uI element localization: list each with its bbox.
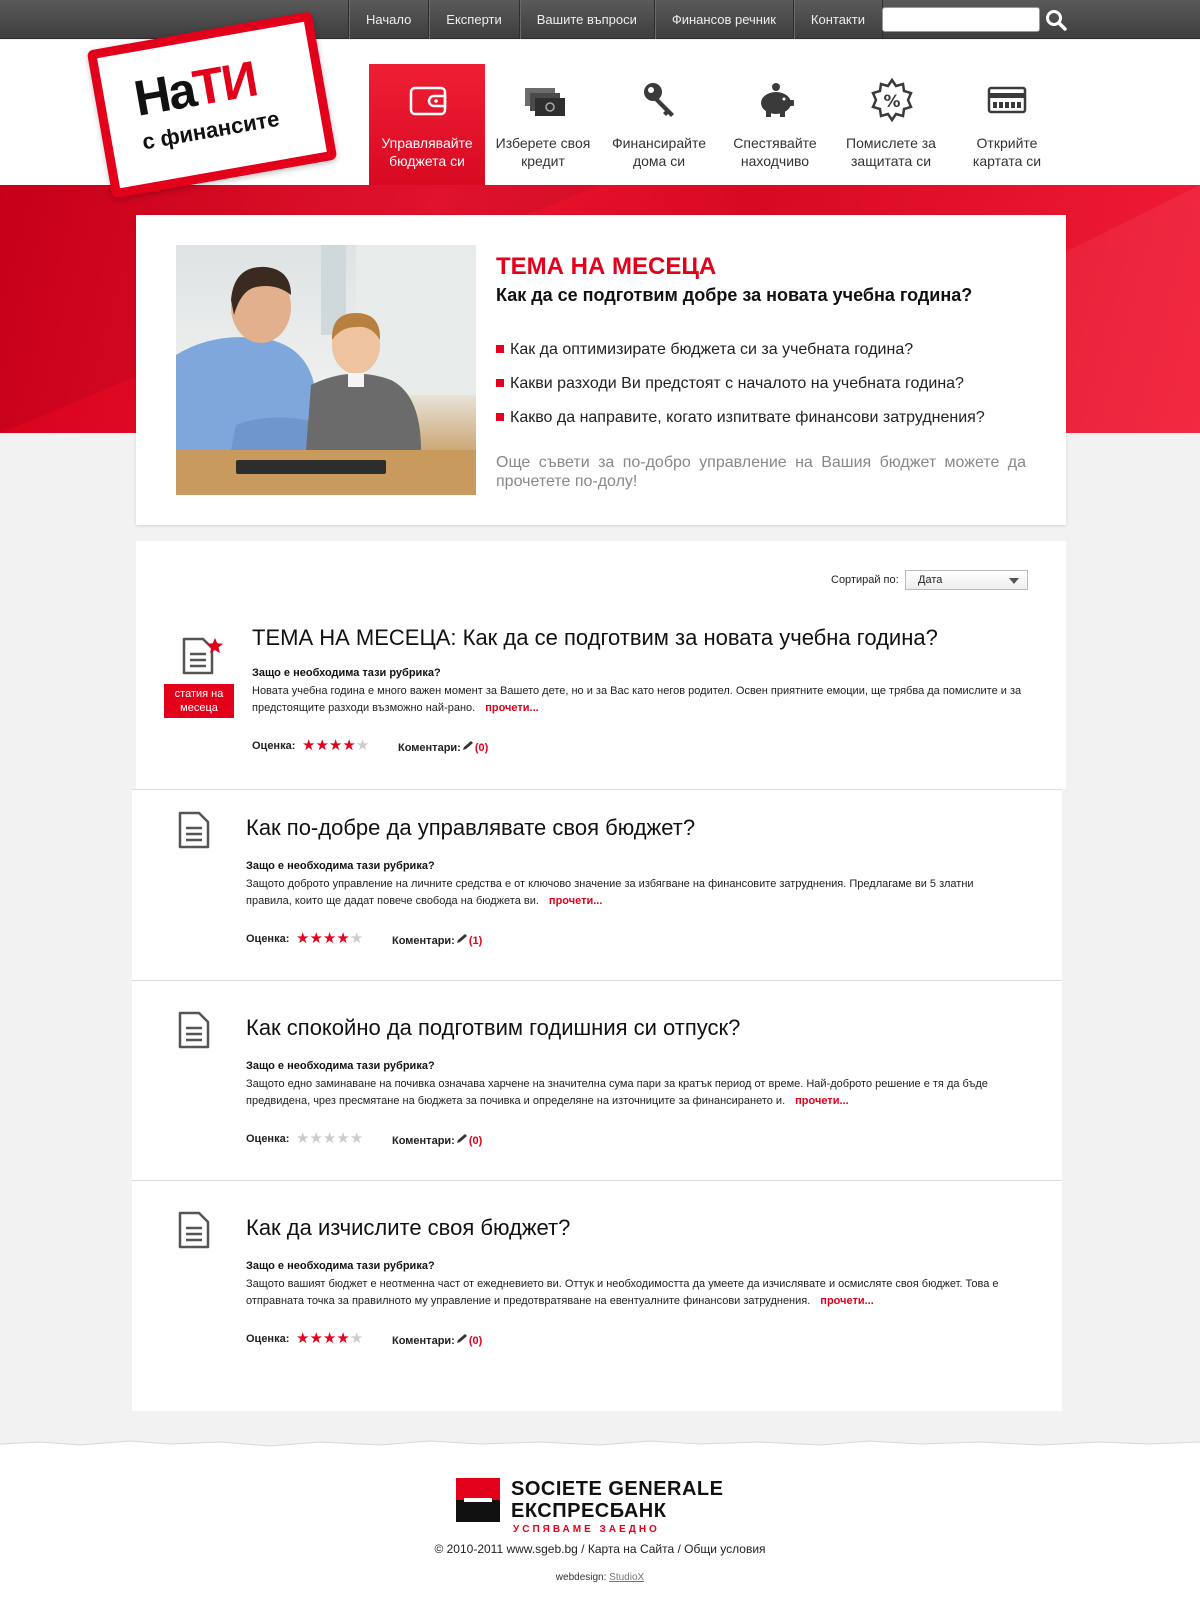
category-label: Открийте картата си (972, 135, 1042, 169)
star-icon[interactable]: ★ (336, 1130, 350, 1147)
article-description: Новата учебна година е много важен момент за Вашето дете, но и за Вас като негов родител. Освен приятните емоции, ще трябва да помислите и за предстоящите разходи възможно най-рано. прочети... (252, 685, 1022, 714)
sort-label: Сортирай по: (831, 574, 899, 586)
topnav-home[interactable]: Начало (348, 0, 428, 39)
brand-name-line1: SOCIETE GENERALE (511, 1478, 724, 1500)
category-credit[interactable] (485, 64, 601, 185)
star-icon[interactable]: ★ (336, 1330, 350, 1347)
document-icon (177, 810, 211, 850)
search-icon[interactable] (1044, 8, 1068, 32)
star-icon[interactable]: ★ (322, 1130, 337, 1147)
star-icon[interactable]: ★ (302, 737, 316, 754)
category-savings[interactable] (717, 64, 833, 185)
star-icon[interactable]: ★ (336, 930, 350, 947)
societe-generale-logo[interactable] (456, 1478, 500, 1522)
footer-links (0, 1542, 1200, 1556)
copyright-link[interactable]: © 2010-2011 www.sgeb.bg (434, 1542, 578, 1556)
read-more-link[interactable]: прочети... (485, 702, 539, 714)
comments-link[interactable]: Коментари: (0) (398, 742, 489, 754)
comments-link[interactable]: Коментари: (1) (392, 935, 483, 947)
category-home[interactable] (601, 64, 717, 185)
star-icon[interactable]: ★ (342, 737, 356, 754)
feature-bullets (496, 333, 985, 435)
star-icon[interactable]: ★ (349, 930, 364, 947)
star-icon[interactable]: ★ (322, 1330, 337, 1347)
category-nav (369, 64, 1065, 185)
link-separator: / (674, 1542, 685, 1556)
rating-stars[interactable] (296, 1129, 363, 1147)
article-item (132, 980, 1062, 1180)
article-why: Защо е необходима тази рубрика? (252, 667, 441, 679)
rating-stars[interactable] (296, 929, 363, 947)
logo-title: НаТИ (129, 50, 261, 127)
star-icon[interactable]: ★ (296, 1130, 310, 1147)
bullet-square-icon (496, 413, 504, 421)
brand-slogan: УСПЯВАМЕ ЗАЕДНО (513, 1524, 660, 1535)
category-label: Изберете своя кредит (495, 135, 591, 169)
pencil-icon (461, 740, 475, 752)
cards-icon (986, 78, 1030, 122)
pencil-icon (455, 1133, 469, 1145)
rating-label: Оценка: (252, 740, 296, 752)
article-why: Защо е необходима тази рубрика? (246, 1060, 435, 1072)
star-icon[interactable]: ★ (355, 737, 370, 754)
banknotes-icon (522, 78, 566, 122)
article-description: Защото едно заминаване на почивка означава харчене на значителна сума пари за кратък период от време. Най-доброто решение е тя да бъде предвидена, чрез пресмятане на бюджета за почивка и определяне на източниците за финансирането и. прочети... (246, 1078, 988, 1107)
rating-label: Оценка: (246, 933, 290, 945)
article-title[interactable]: Как спокойно да подготвим годишния си отпуск? (246, 1015, 741, 1040)
feature-bullet[interactable]: Какви разходи Ви предстоят с началото на учебната година? (496, 367, 985, 401)
key-icon (638, 78, 682, 122)
category-protection[interactable] (833, 64, 949, 185)
brand-name-line2: ЕКСПРЕСБАНК (511, 1500, 667, 1522)
chevron-down-icon (1009, 578, 1019, 584)
webdesign-label: webdesign: (555, 1572, 607, 1583)
category-label: Спестявайте находчиво (733, 135, 817, 169)
star-icon[interactable]: ★ (322, 930, 337, 947)
category-label: Управлявайте бюджета си (381, 135, 473, 169)
read-more-link[interactable]: прочети... (795, 1095, 849, 1107)
feature-title: ТЕМА НА МЕСЕЦА (496, 253, 717, 280)
star-icon[interactable]: ★ (296, 1330, 310, 1347)
article-of-month-badge: статия на месеца (164, 684, 234, 718)
article-item (132, 789, 1062, 980)
category-label: Финансирайте дома си (612, 135, 706, 169)
star-icon[interactable]: ★ (309, 930, 323, 947)
webdesign-credit (0, 1572, 1200, 1583)
read-more-link[interactable]: прочети... (548, 895, 603, 907)
category-cards[interactable] (949, 64, 1065, 185)
father-son-illustration (176, 245, 476, 495)
star-icon[interactable]: ★ (296, 930, 310, 947)
comments-link[interactable]: Коментари: (0) (392, 1335, 483, 1347)
comments-link[interactable]: Коментари: (0) (392, 1135, 483, 1147)
star-icon[interactable]: ★ (328, 737, 343, 754)
search-input[interactable] (882, 7, 1040, 32)
star-icon[interactable]: ★ (349, 1130, 364, 1147)
logo-subtitle: с финансите (140, 105, 282, 155)
top-nav (348, 0, 883, 39)
article-title[interactable]: Как да изчислите своя бюджет? (246, 1215, 571, 1240)
rating-label: Оценка: (246, 1133, 290, 1145)
svg-text:%: % (883, 92, 901, 112)
star-icon[interactable]: ★ (349, 1330, 364, 1347)
category-label: Помислете за защитата си (846, 135, 936, 169)
article-item (132, 1180, 1062, 1411)
rating-stars[interactable] (296, 1329, 363, 1347)
feature-bullet[interactable]: Какво да направите, когато изпитвате финансови затруднения? (496, 401, 985, 435)
feature-bullet[interactable]: Как да оптимизирате бюджета си за учебната година? (496, 333, 985, 367)
star-icon[interactable]: ★ (309, 1330, 323, 1347)
feature-subtitle: Как да се подготвим добре за новата учебна година? (496, 285, 973, 305)
feature-more-text: Още съвети за по-добро управление на Вашия бюджет можете да прочетете по-долу! (496, 454, 1026, 490)
star-icon[interactable]: ★ (315, 737, 329, 754)
article-description: Защото вашият бюджет е неотменна част от ежедневието ви. Оттук и необходимостта да умеете да изчислявате и осмисляте своя бюджет. Това е отправната точка за правилното му управление и предотвратяване на евентуалните финансови затруднения. прочети... (246, 1278, 999, 1307)
sort-select[interactable] (905, 570, 1028, 590)
link-separator: / (577, 1542, 588, 1556)
document-icon (177, 1210, 211, 1250)
category-budget[interactable] (369, 64, 485, 185)
star-burst-icon (206, 637, 224, 655)
piggy-bank-icon (754, 78, 798, 122)
rating-stars[interactable] (302, 736, 369, 754)
star-icon[interactable]: ★ (309, 1130, 323, 1147)
topnav-questions[interactable]: Вашите въпроси (519, 0, 654, 39)
top-bar (0, 0, 1200, 39)
article-title[interactable]: ТЕМА НА МЕСЕЦА: Как да се подготвим за новата учебна година? (252, 625, 938, 650)
rating-label: Оценка: (246, 1333, 290, 1345)
topnav-experts[interactable]: Експерти (428, 0, 518, 39)
read-more-link[interactable]: прочети... (820, 1295, 874, 1307)
feature-panel (136, 215, 1066, 525)
sitemap-link[interactable]: Карта на Сайта (587, 1542, 675, 1556)
topnav-glossary[interactable]: Финансов речник (654, 0, 793, 39)
pencil-icon (455, 933, 469, 945)
pencil-icon (455, 1333, 469, 1345)
feature-photo (176, 245, 476, 495)
document-icon (177, 1010, 211, 1050)
footer (0, 1448, 1200, 1608)
wallet-icon (406, 78, 450, 122)
terms-link[interactable]: Общи условия (684, 1542, 766, 1556)
bullet-square-icon (496, 345, 504, 353)
sort-value: Дата (918, 574, 943, 586)
percent-badge-icon (870, 78, 914, 122)
bullet-square-icon (496, 379, 504, 387)
article-why: Защо е необходима тази рубрика? (246, 1260, 435, 1272)
topnav-contacts[interactable]: Контакти (793, 0, 883, 39)
studio-link[interactable]: StudioX (609, 1572, 645, 1583)
article-description: Защото доброто управление на личните средства е от ключово значение за избягване на финансовите затруднения. Предлагаме ви 5 златни правила, които ще дадат повече свобода на бюджета ви. прочети... (246, 878, 974, 907)
article-title[interactable]: Как по-добре да управлявате своя бюджет? (246, 815, 696, 840)
article-why: Защо е необходима тази рубрика? (246, 860, 435, 872)
